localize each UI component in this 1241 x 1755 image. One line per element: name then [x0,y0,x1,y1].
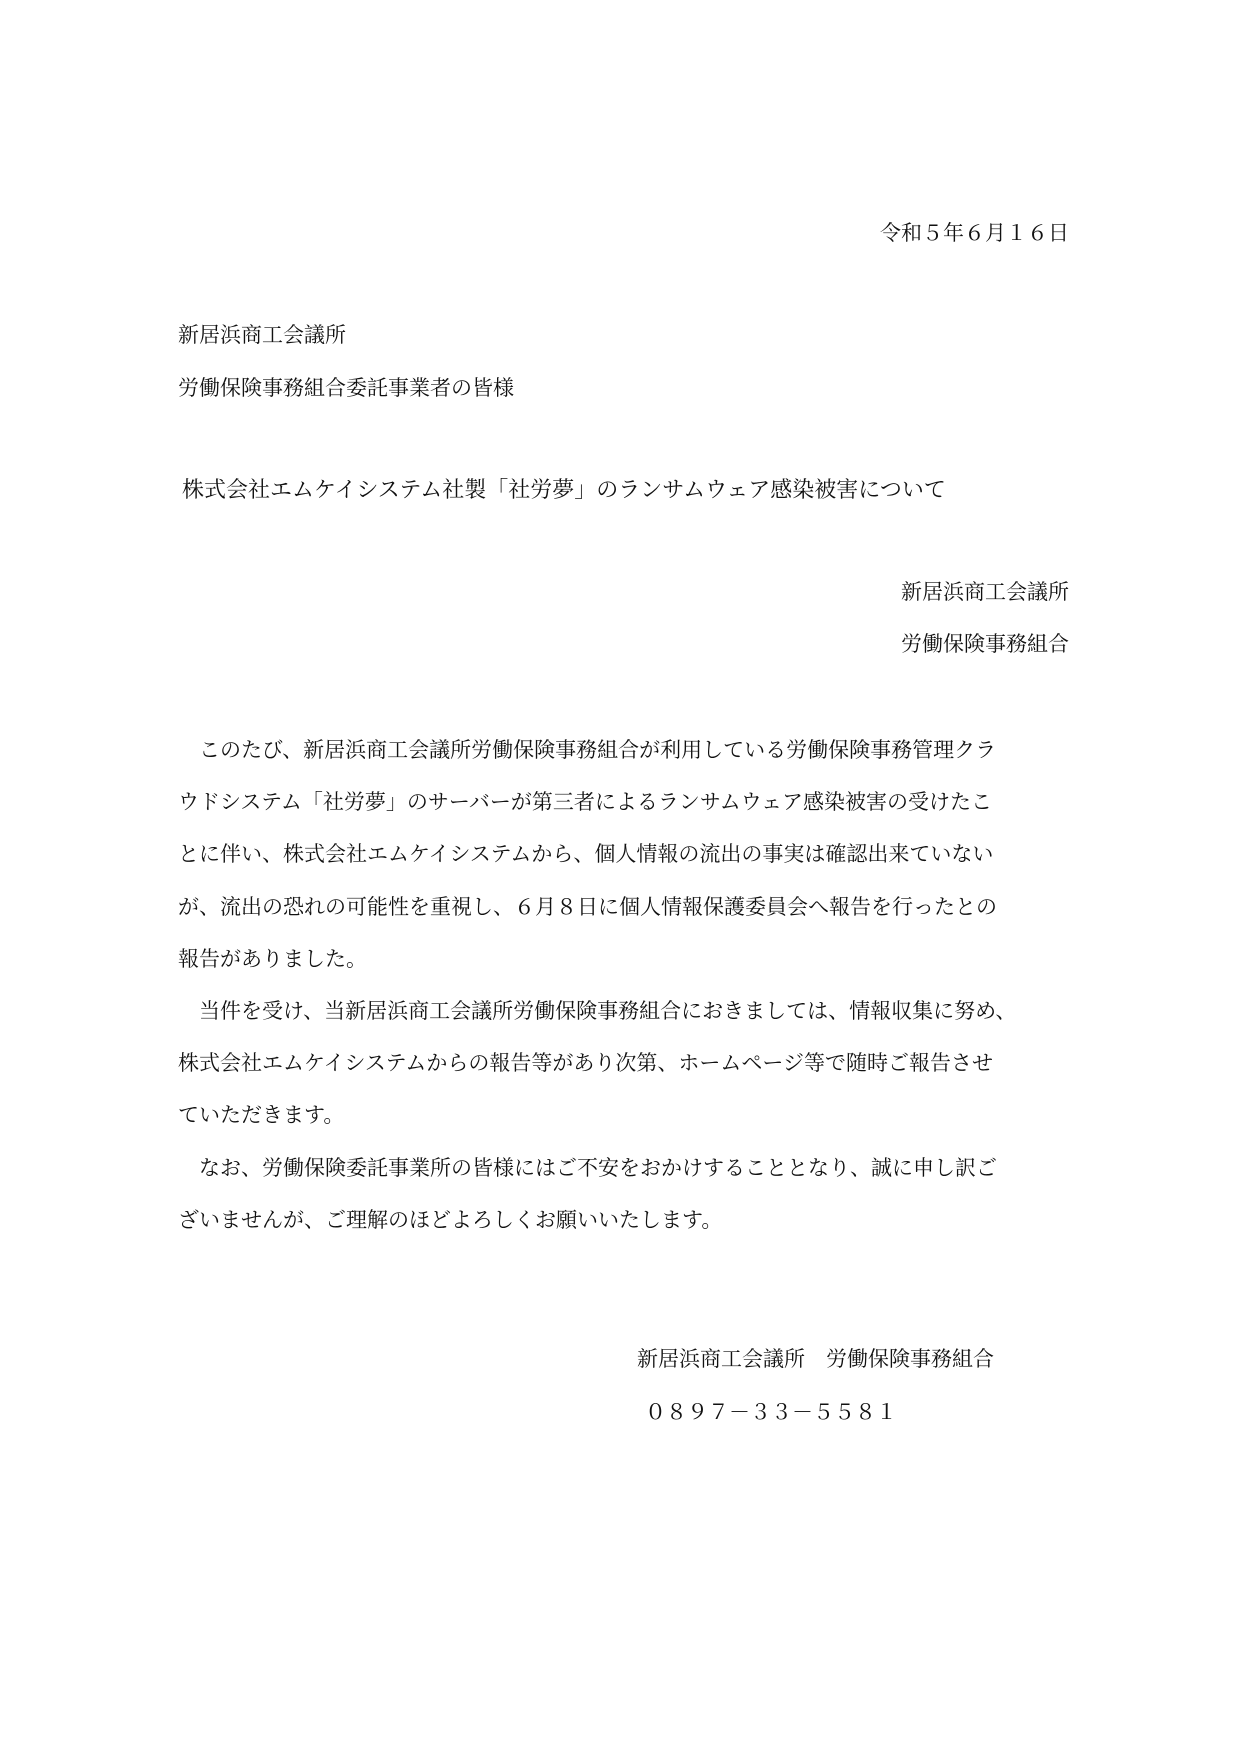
body-line: 株式会社エムケイシステムからの報告等があり次第、ホームページ等で随時ご報告させ [178,1051,994,1076]
body-line: 報告がありました。 [178,946,367,971]
addressee-recipients: 労働保険事務組合委託事業者の皆様 [178,376,514,400]
signature-organization: 新居浜商工会議所 労働保険事務組合 [637,1347,994,1371]
body-line: が、流出の恐れの可能性を重視し、６月８日に個人情報保護委員会へ報告を行ったとの [178,894,997,919]
body-line: とに伴い、株式会社エムケイシステムから、個人情報の流出の事実は確認出来ていない [178,842,994,867]
document-body [178,724,1071,1246]
body-line: ウドシステム「社労夢」のサーバーが第三者によるランサムウェア感染被害の受けたこ [178,790,992,815]
sender-organization: 新居浜商工会議所 [901,580,1069,604]
document-title: 株式会社エムケイシステム社製「社労夢」のランサムウェア感染被害について [182,478,946,503]
body-line: ていただきます。 [178,1103,345,1128]
addressee-organization: 新居浜商工会議所 [178,323,346,347]
body-line: 当件を受け、当新居浜商工会議所労働保険事務組合におきましては、情報収集に努め、 [178,998,1017,1023]
sender-department: 労働保険事務組合 [901,632,1069,656]
document-date: 令和５年６月１６日 [880,221,1069,245]
signature-phone: ０８９７－３３－５５８１ [645,1400,897,1424]
body-line: ざいませんが、ご理解のほどよろしくお願いいたします。 [178,1207,723,1232]
body-line: なお、労働保険委託事業所の皆様にはご不安をおかけすることとなり、誠に申し訳ご [178,1155,997,1180]
body-line: このたび、新居浜商工会議所労働保険事務組合が利用している労働保険事務管理クラ [178,738,997,762]
